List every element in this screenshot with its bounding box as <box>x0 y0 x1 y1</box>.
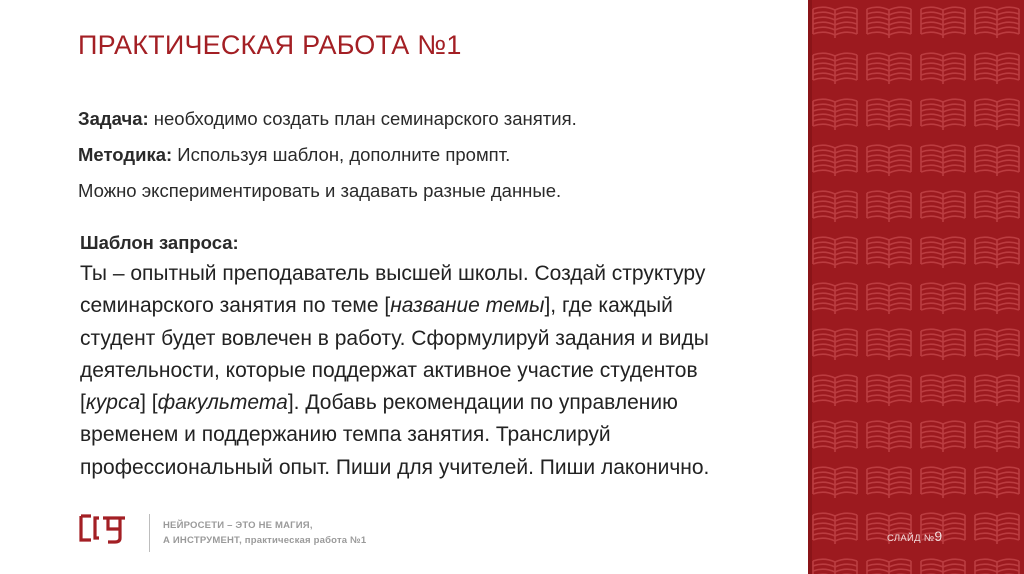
template-line: временем и поддержанию темпа занятия. Транслируй <box>80 423 611 447</box>
template-text: ] [ <box>140 391 158 415</box>
note-line: Можно экспериментировать и задавать разные данные. <box>78 180 562 201</box>
task-line <box>78 106 577 142</box>
book-pattern-icon <box>808 0 1024 574</box>
faculty-placeholder: факультета <box>157 391 288 415</box>
template-heading: Шаблон запроса: <box>80 232 239 253</box>
slide-number-value: 9 <box>934 528 943 544</box>
template-text: [ <box>80 391 86 415</box>
template-body <box>80 258 800 484</box>
slide-title: ПРАКТИЧЕСКАЯ РАБОТА №1 <box>78 30 462 60</box>
task-text: необходимо создать план семинарского занятия. <box>148 108 577 129</box>
footer-line: А ИНСТРУМЕНТ, практическая работа №1 <box>163 535 367 546</box>
footer-divider <box>149 514 150 552</box>
task-label: Задача: <box>78 108 149 129</box>
template-line <box>80 290 800 322</box>
method-line <box>78 142 577 178</box>
method-text: Используя шаблон, дополните промпт. <box>172 144 511 165</box>
template-line: Ты – опытный преподаватель высшей школы. Создай структуру <box>80 262 706 285</box>
template-line: студент будет вовлечен в работу. Сформулируй задания и виды <box>80 326 709 350</box>
method-label: Методика: <box>78 144 173 165</box>
course-placeholder: курса <box>85 391 141 415</box>
template-line <box>80 387 800 419</box>
template-text: семинарского занятия по теме [ <box>80 294 391 318</box>
topic-placeholder: название темы <box>390 294 545 318</box>
footer-line: НЕЙРОСЕТИ – ЭТО НЕ МАГИЯ, <box>163 520 313 531</box>
slide-label: СЛАЙД № <box>887 533 935 544</box>
footer-caption <box>163 518 366 548</box>
template-line: профессиональный опыт. Пиши для учителей. Пиши лаконично. <box>80 455 710 479</box>
task-block <box>78 106 577 214</box>
decorative-side-panel <box>808 0 1024 574</box>
template-text: ]. Добавь рекомендации по управлению <box>287 391 678 415</box>
slide-number <box>887 528 942 544</box>
template-text: ], где каждый <box>544 294 673 318</box>
template-line: деятельности, которые поддержат активное участие студентов <box>80 358 698 382</box>
university-logo-icon <box>78 512 128 546</box>
